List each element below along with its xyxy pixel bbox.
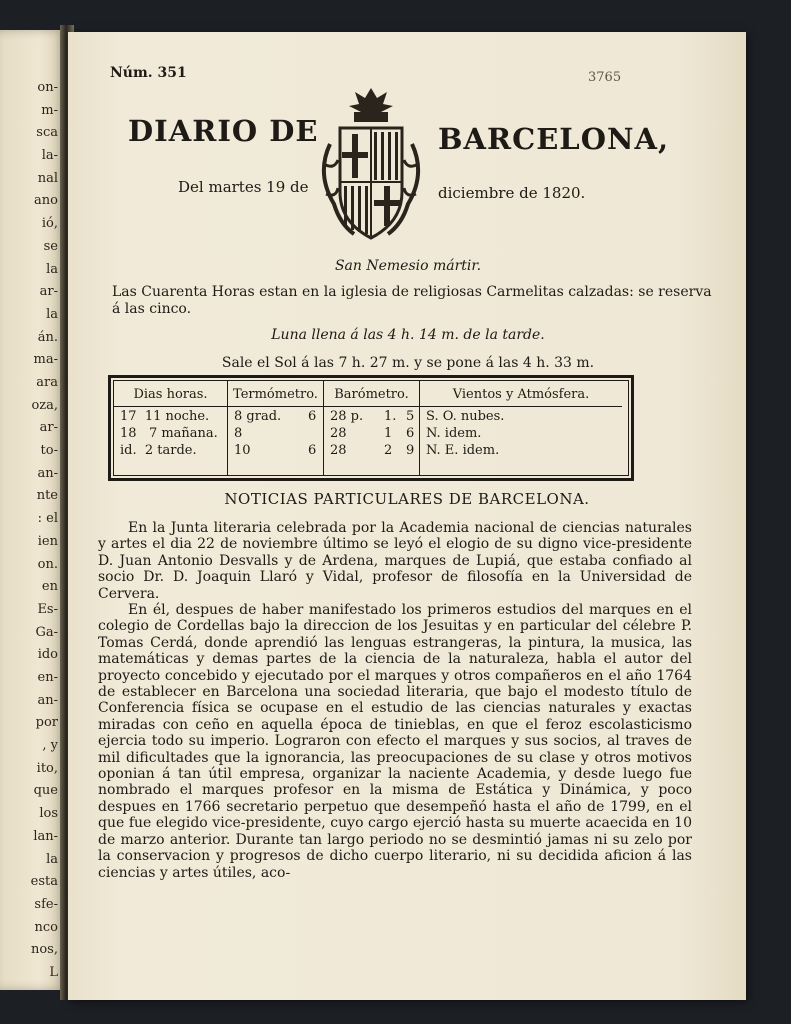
- thermometer-value: 8 grad.: [234, 409, 282, 424]
- left-page-text-fragment: nal: [37, 170, 58, 186]
- left-page-text-fragment: on.: [37, 556, 58, 572]
- weather-col-barometer: [324, 381, 420, 475]
- left-page-text-fragment: ar-: [39, 420, 58, 436]
- weather-header-barometer: Barómetro.: [324, 384, 419, 407]
- saint-of-day: San Nemesio mártir.: [334, 258, 482, 274]
- left-page-text-fragment: ido: [37, 647, 58, 663]
- left-page-text-fragment: ien: [37, 533, 58, 549]
- weather-header-day: Dias horas.: [114, 384, 227, 407]
- left-page-text-fragment: lan-: [33, 828, 58, 844]
- weather-col-thermometer: [228, 381, 324, 475]
- left-page-text-fragment: : el: [37, 511, 58, 527]
- barometer-points: 5: [406, 409, 415, 424]
- left-page-text-fragment: m-: [41, 102, 58, 118]
- thermometer-fraction: 6: [308, 409, 317, 424]
- left-page-text-fragment: on-: [37, 80, 58, 95]
- barometer-points: 9: [406, 443, 415, 458]
- moon-phase: Luna llena á las 4 h. 14 m. de la tarde.: [271, 327, 545, 343]
- weather-col-day: [114, 381, 228, 475]
- left-page-text-fragment: Es-: [37, 601, 58, 617]
- barometer-lines: 1.: [384, 409, 397, 424]
- left-page-text-fragment: ar-: [39, 284, 58, 300]
- day-value: id.: [120, 443, 137, 458]
- barometer-points: 6: [406, 426, 415, 441]
- section-heading: NOTICIAS PARTICULARES DE BARCELONA.: [224, 490, 590, 508]
- wind-value: N. E. idem.: [426, 443, 500, 458]
- left-page-text-fragment: que: [33, 783, 58, 799]
- left-page-text-fragment: por: [35, 715, 58, 731]
- left-page-text-fragment: se: [43, 238, 58, 254]
- left-page-text-fragment: la: [46, 851, 58, 867]
- newspaper-page: [68, 32, 746, 1000]
- weather-header-wind: Vientos y Atmósfera.: [420, 384, 622, 407]
- left-page-text-fragment: sca: [36, 125, 58, 141]
- left-page-text-fragment: án.: [37, 329, 58, 345]
- barometer-lines: 1: [384, 426, 393, 441]
- article-paragraph: En él, despues de haber manifestado los primeros estudios del marques en el colegio de Cordellas bajo la direccion de los Jesuitas y en particular del célebre P. Tomas Cerdá, donde aprendió las lenguas estrangeras, la pintura, la musica, las matemáticas y demas partes de la ciencia de la naturaleza, habla el autor del proyecto concebido y ejecutado por el marques y otros compañeros en el año 1764 de establecer en Barcelona una sociedad literaria, que bajo el modesto título de Conferencia física se ocupase en el estudio de las ciencias naturales y exactas miradas con ceño en aquella época de tinieblas, en que el feroz escolasticismo ejercia todo su imperio. Lograron con efecto el marques y sus socios, al traves de mil dificultades que la ignorancia, las preocupaciones de su clase y otros motivos oponian á tan útil empresa, organizar la naciente Academia, y desde luego fue nombrado el marques profesor en la misma de Estática y Dinámica, y poco despues en 1766 secretario perpetuo que desempeñó hasta el año de 1799, en el que fue elegido vice-presidente, cuyo cargo ejerció hasta su muerte acaecida en 10 de marzo anterior. Durante tan largo periodo no se desmintió jamas ni su zelo por la conservacion y progresos de dicho cuerpo literario, ni su decidida aficion á las ciencias y artes útiles, aco-: [98, 602, 692, 881]
- left-page-text-fragment: nco: [34, 919, 58, 935]
- weather-cell-day: [120, 426, 218, 441]
- left-page-fragment: [0, 30, 66, 990]
- hour-value: 11 noche.: [144, 409, 210, 424]
- left-page-text-fragment: ara: [36, 375, 58, 390]
- left-page-text-fragment: , y: [42, 738, 58, 754]
- wind-value: N. idem.: [426, 426, 482, 441]
- day-value: 18: [120, 426, 137, 441]
- weather-cell-day: [120, 409, 209, 424]
- weather-col-wind: [420, 381, 622, 475]
- hour-value: 2 tarde.: [144, 443, 197, 458]
- left-page-text-fragment: nte: [36, 488, 58, 504]
- left-page-text-fragment: ano: [34, 193, 58, 209]
- left-page-text-fragment: ió,: [41, 216, 58, 232]
- hour-value: 7 mañana.: [148, 426, 218, 441]
- date-line-left: Del martes 19 de: [178, 178, 309, 196]
- left-page-text-fragment: los: [39, 806, 58, 822]
- left-page-text-fragment: en-: [37, 670, 58, 685]
- left-page-text-fragment: la: [46, 306, 58, 322]
- left-page-text-fragment: L: [49, 965, 58, 980]
- left-page-text-fragment: an-: [37, 692, 58, 708]
- masthead-title-right: BARCELONA,: [438, 122, 670, 156]
- barometer-value: 28: [330, 443, 347, 458]
- thermometer-value: 8: [234, 426, 243, 441]
- date-line-right: diciembre de 1820.: [438, 184, 586, 202]
- left-page-text-fragment: en: [41, 579, 58, 595]
- left-page-text-fragment: to-: [40, 443, 58, 459]
- sunrise-sunset: Sale el Sol á las 7 h. 27 m. y se pone á las 4 h. 33 m.: [221, 355, 595, 371]
- article-paragraph: En la Junta literaria celebrada por la Academia nacional de ciencias naturales y artes el dia 22 de noviembre último se leyó el elogio de su digno vice-presidente D. Juan Antonio Desvalls y de Ardena, marques de Lupiá, que estaba confiado al socio Dr. D. Joaquin Llaró y Vidal, profesor de filosofía en la Universidad de Cervera.: [98, 520, 692, 602]
- weather-table: [108, 375, 634, 481]
- thermometer-value: 10: [234, 443, 251, 458]
- weather-cell-day: [120, 443, 197, 458]
- devotion-notice: Las Cuarenta Horas estan en la iglesia de religiosas Carmelitas calzadas: se reserva á las cinco.: [112, 284, 712, 317]
- left-page-text-fragment: ma-: [33, 352, 58, 368]
- page-number: 3765: [588, 70, 622, 85]
- left-page-text-fragment: la: [46, 261, 58, 277]
- coat-of-arms-icon: [312, 84, 430, 244]
- left-page-text-fragment: sfe-: [34, 896, 58, 912]
- left-page-text-fragment: nos,: [30, 942, 58, 958]
- left-page-text-fragment: la-: [41, 148, 58, 164]
- wind-value: S. O. nubes.: [426, 409, 505, 424]
- barometer-value: 28: [330, 426, 347, 441]
- day-value: 17: [120, 409, 137, 424]
- issue-number: Núm. 351: [110, 65, 187, 81]
- barometer-value: 28 p.: [330, 409, 364, 424]
- weather-header-thermometer: Termómetro.: [228, 384, 323, 407]
- left-page-text-fragment: oza,: [31, 397, 58, 413]
- thermometer-fraction: 6: [308, 443, 317, 458]
- left-page-text-fragment: Ga-: [35, 624, 58, 640]
- left-page-text-fragment: ito,: [36, 760, 58, 776]
- left-page-text-fragment: an-: [37, 465, 58, 481]
- masthead-title-left: DIARIO DE: [128, 114, 319, 148]
- left-page-text-fragment: esta: [30, 874, 58, 890]
- barometer-lines: 2: [384, 443, 393, 458]
